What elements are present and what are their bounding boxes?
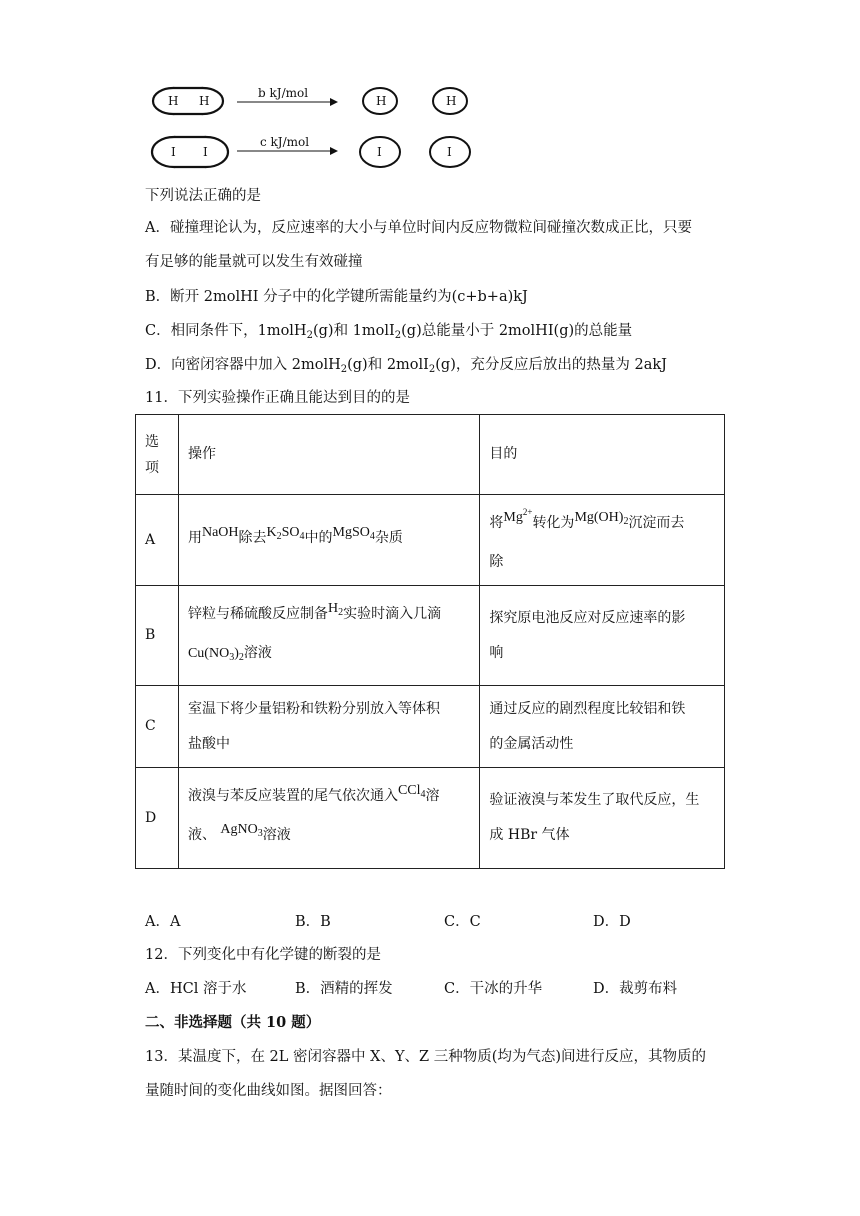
table-row — [136, 686, 725, 768]
q11-table — [135, 414, 725, 869]
h-bond-energy-label: b kJ/mol — [258, 86, 309, 100]
q11-option-a: A．A — [145, 914, 181, 930]
i-bond-energy-label: c kJ/mol — [260, 135, 310, 149]
row-option: A — [136, 495, 179, 586]
q10-option-b: B．断开 2molHI 分子中的化学键所需能量约为(c+b+a)kJ — [145, 289, 528, 305]
h-atom-label: H — [446, 94, 457, 108]
q12-stem: 12．下列变化中有化学键的断裂的是 — [145, 947, 381, 963]
table-header-row — [136, 415, 725, 495]
q12-option-d: D．裁剪布料 — [593, 981, 678, 997]
q12-option-b: B．酒精的挥发 — [295, 981, 393, 997]
h2-molecule — [153, 88, 223, 114]
row-option: C — [136, 686, 179, 768]
i-atom-label: I — [447, 145, 452, 159]
i-atom-label: I — [377, 145, 382, 159]
q13-line2: 量随时间的变化曲线如图。据图回答： — [145, 1083, 392, 1099]
table-row — [136, 586, 725, 686]
row-option: B — [136, 586, 179, 686]
row-purpose: 将$Mg^{2+}$转化为$Mg(OH)_2$沉淀而去 除 — [480, 495, 725, 586]
i-atom-label-left: I — [171, 145, 176, 159]
q11-option-c: C．C — [444, 914, 481, 930]
row-purpose: 通过反应的剧烈程度比较铝和铁 的金属活动性 — [480, 686, 725, 768]
q10-option-a-line1: A．碰撞理论认为，反应速率的大小与单位时间内反应物微粒间碰撞次数成正比，只要 — [145, 220, 692, 236]
q13-line1: 13．某温度下，在 2L 密闭容器中 X、Y、Z 三种物质(均为气态)间进行反应，其物质的 — [145, 1049, 707, 1065]
section-title: 二、非选择题（共 10 题） — [145, 1014, 321, 1031]
q12-option-c: C．干冰的升华 — [444, 981, 543, 997]
q10-option-a-line2: 有足够的能量就可以发生有效碰撞 — [145, 254, 363, 270]
i-bond-arrow — [237, 135, 338, 155]
table-row — [136, 768, 725, 869]
h-bond-arrow — [237, 86, 338, 106]
header-purpose: 目的 — [480, 415, 725, 495]
q11-option-d: D．D — [593, 914, 631, 930]
row-operation: 液溴与苯反应装置的尾气依次通入CCl$_4$溶 液、 AgNO$_3$溶液 — [178, 768, 479, 869]
i2-molecule — [152, 137, 228, 167]
row-option: D — [136, 768, 179, 869]
bond-energy-diagram — [140, 76, 500, 176]
row-operation: 室温下将少量铝粉和铁粉分别放入等体积 盐酸中 — [178, 686, 479, 768]
q11-option-b: B．B — [295, 914, 331, 930]
header-operation: 操作 — [178, 415, 479, 495]
row-operation: 锌粒与稀硫酸反应制备$H_2$实验时滴入几滴 $Cu(NO_3)_2$溶液 — [178, 586, 479, 686]
q10-stem: 下列说法正确的是 — [145, 188, 261, 204]
q10-option-c: C．相同条件下，1molH$_2$(g)和 1molI$_2$(g)总能量小于 2molHI(g)的总能量 — [145, 323, 633, 341]
h-atom-label-right: H — [199, 94, 210, 108]
q12-option-a: A．HCl 溶于水 — [145, 981, 247, 997]
header-option: 选 项 — [136, 415, 179, 495]
row-purpose: 验证液溴与苯发生了取代反应，生 成 HBr 气体 — [480, 768, 725, 869]
q11-stem: 11．下列实验操作正确且能达到目的的是 — [145, 390, 410, 406]
row-purpose: 探究原电池反应对反应速率的影 响 — [480, 586, 725, 686]
h-atom-label: H — [376, 94, 387, 108]
table-row — [136, 495, 725, 586]
h-atom-label-left: H — [168, 94, 179, 108]
row-operation: 用NaOH除去$K_2SO_4$中的MgSO$_4$杂质 — [178, 495, 479, 586]
q10-option-d: D．向密闭容器中加入 2molH$_2$(g)和 2molI$_2$(g)，充分反应后放出的热量为 2akJ — [145, 357, 667, 375]
bond-diagram-svg — [140, 76, 500, 176]
i-atom-label-right: I — [203, 145, 208, 159]
